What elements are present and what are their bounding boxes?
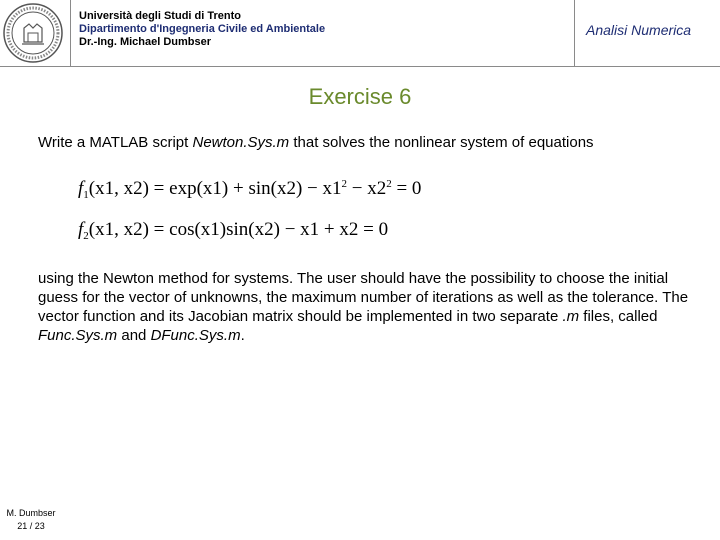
- department-name: Dipartimento d'Ingegneria Civile ed Ambientale: [79, 23, 326, 35]
- eq1-power-2: 2: [386, 178, 392, 190]
- course-name: Analisi Numerica: [586, 22, 692, 38]
- task-description: [38, 269, 703, 345]
- func-filename: Func.Sys.m: [38, 327, 118, 344]
- slide-footer: [6, 507, 56, 533]
- eq2-function-name: f: [78, 219, 84, 240]
- footer-author: M. Dumbser: [6, 508, 56, 518]
- eq1-middle: − x2: [347, 178, 387, 199]
- equation-1: [78, 178, 421, 201]
- page-number: 21 / 23: [17, 521, 45, 531]
- header-divider-left: [70, 0, 71, 66]
- institution-block: [79, 10, 325, 49]
- eq1-function-name: f: [78, 178, 84, 199]
- slide-header: [0, 0, 720, 67]
- eq1-body: (x1, x2) = exp(x1) + sin(x2) − x1: [88, 178, 342, 199]
- intro-suffix: that solves the nonlinear system of equations: [289, 134, 594, 151]
- university-name: Università degli Studi di Trento: [79, 10, 241, 22]
- equation-2: [78, 219, 388, 242]
- intro-text: [38, 134, 594, 151]
- script-filename: Newton.Sys.m: [192, 134, 290, 151]
- intro-prefix: Write a MATLAB script: [38, 134, 193, 151]
- header-divider-right: [574, 0, 575, 66]
- description-and: and: [117, 327, 151, 344]
- author-name: Dr.-Ing. Michael Dumbser: [79, 36, 212, 48]
- description-text: using the Newton method for systems. The user should have the possibility to choose the initial guess for the vector of unknowns, the maximum number of iterations as well as the tolerance. The vector function and its Jacobian matrix should be implemented in two separate: [38, 270, 689, 325]
- university-seal-icon: [2, 2, 64, 64]
- slide-title: Exercise 6: [308, 84, 412, 109]
- eq2-subscript: 2: [83, 230, 89, 242]
- eq1-end: = 0: [391, 178, 422, 199]
- eq2-body: (x1, x2) = cos(x1)sin(x2) − x1 + x2 = 0: [88, 219, 389, 240]
- file-extension: .m: [562, 308, 580, 325]
- eq1-subscript: 1: [83, 189, 89, 201]
- dfunc-filename: DFunc.Sys.m: [150, 327, 241, 344]
- description-text-2: files, called: [579, 308, 658, 325]
- eq1-power-1: 2: [341, 178, 347, 190]
- description-end: .: [240, 327, 245, 344]
